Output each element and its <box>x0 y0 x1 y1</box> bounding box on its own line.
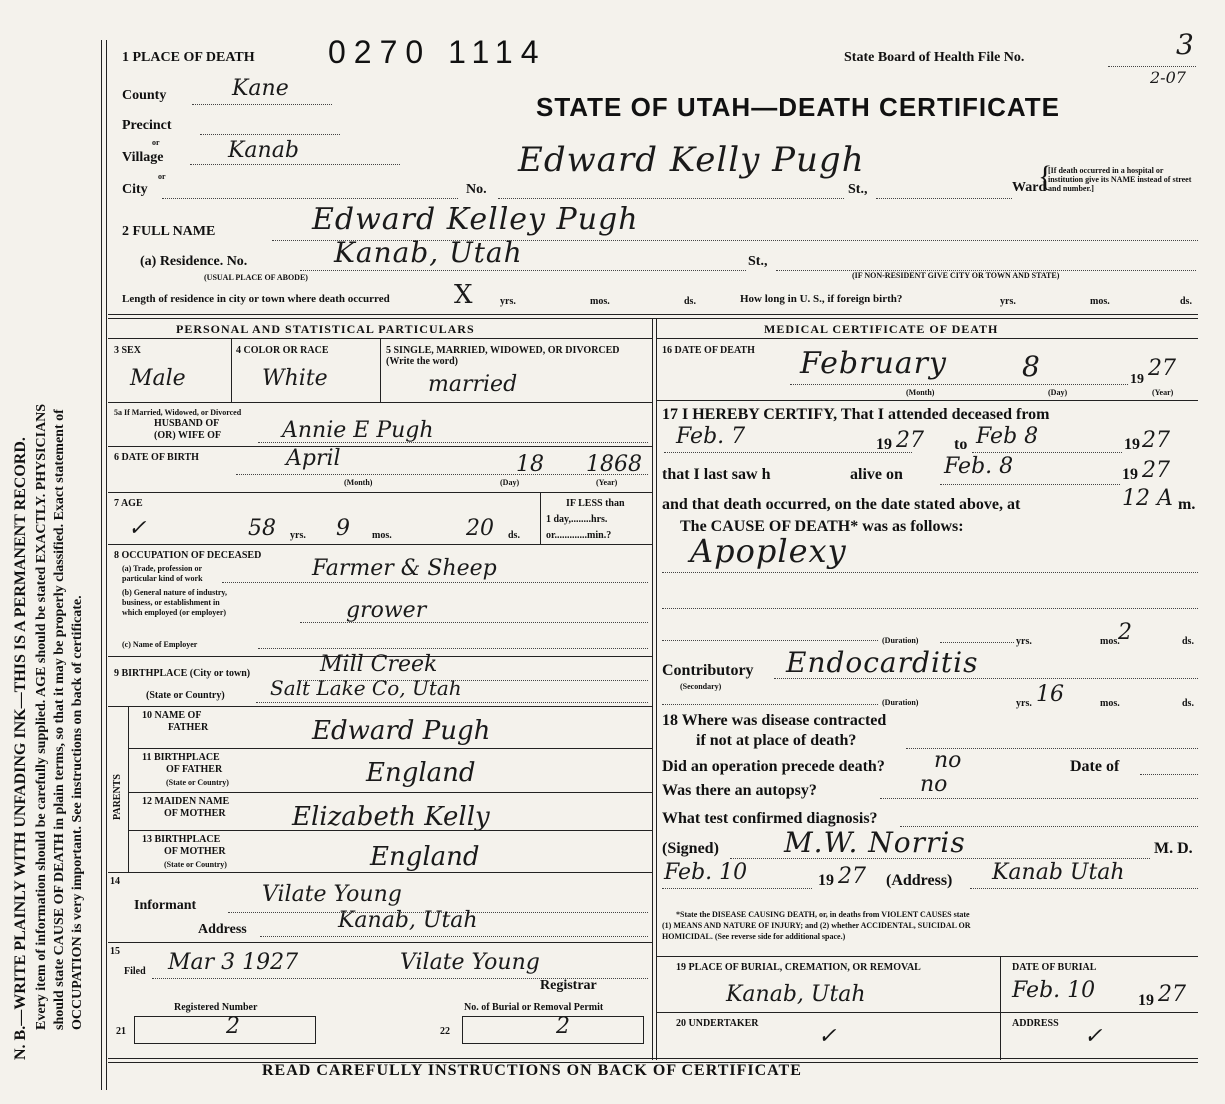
permit-number: 2 <box>556 1014 570 1039</box>
stamp-number: 0270 1114 <box>328 34 547 70</box>
residence-label: (a) Residence. No. <box>140 254 248 269</box>
death-time: 12 A <box>1122 486 1173 511</box>
personal-heading: PERSONAL AND STATISTICAL PARTICULARS <box>176 322 475 336</box>
full-name-value: Edward Kelley Pugh <box>312 202 639 237</box>
village-value: Kanab <box>228 138 299 163</box>
registrar-signature: Vilate Young <box>400 950 540 975</box>
q18-label: 18 Where was disease contracted <box>662 712 887 729</box>
filed-date: Mar 3 1927 <box>168 950 299 975</box>
spouse-value: Annie E Pugh <box>282 418 434 443</box>
burial-place: Kanab, Utah <box>726 982 866 1007</box>
address2-check: ✓ <box>1084 1024 1103 1049</box>
dod-label: 16 DATE OF DEATH <box>662 345 755 356</box>
no-label: No. <box>466 182 487 197</box>
dob-label: 6 DATE OF BIRTH <box>114 452 199 463</box>
birthplace-label: 9 BIRTHPLACE (City or town) <box>114 668 251 679</box>
undertaker-check: ✓ <box>818 1024 837 1049</box>
cause-label: The CAUSE OF DEATH* was as follows: <box>680 518 964 535</box>
address-label: Address <box>198 922 247 937</box>
contributory-years: 16 <box>1036 682 1064 707</box>
margin-line-2: Every item of information should be carefully supplied. AGE should be stated EXACTLY. PHYSICIANS <box>34 403 49 1030</box>
permanent-record-note: N. B.—WRITE PLAINLY WITH UNFADING INK—THIS IS A PERMANENT RECORD. <box>12 437 29 1060</box>
usual-place-caption: (USUAL PLACE OF ABODE) <box>204 273 308 282</box>
length-mark: X <box>454 280 473 310</box>
document-title: STATE OF UTAH—DEATH CERTIFICATE <box>536 92 1060 122</box>
certify-line: 17 I HEREBY CERTIFY, That I attended deceased from <box>662 406 1050 423</box>
physician-address: Kanab Utah <box>992 860 1125 885</box>
sign-date: Feb. 10 <box>664 860 748 885</box>
burial-place-label: 19 PLACE OF BURIAL, CREMATION, OR REMOVAL <box>676 962 921 973</box>
footnote: *State the DISEASE CAUSING DEATH, or, in deaths from VIOLENT CAUSES state <box>676 910 970 919</box>
attend-from: Feb. 7 <box>676 424 746 449</box>
attend-to: Feb 8 <box>976 424 1039 449</box>
permit-number-box <box>462 1016 644 1044</box>
undertaker-label: 20 UNDERTAKER <box>676 1018 759 1029</box>
occupation-label: 8 OCCUPATION OF DECEASED <box>114 550 262 561</box>
marital-value: married <box>428 372 518 397</box>
address2-label: ADDRESS <box>1012 1018 1059 1029</box>
death-time-label: and that death occurred, on the date stated above, at <box>662 496 1021 513</box>
test-label: What test confirmed diagnosis? <box>662 810 878 827</box>
address-value: Kanab, Utah <box>338 908 478 933</box>
parents-label: PARENTS <box>112 774 123 820</box>
dod-month: February <box>800 346 947 381</box>
precinct-label: Precinct <box>122 118 172 133</box>
marital-label: 5 SINGLE, MARRIED, WIDOWED, OR DIVORCED (Write the word) <box>386 345 620 367</box>
full-name-label: 2 FULL NAME <box>122 224 216 239</box>
age-months: 9 <box>336 516 350 541</box>
signed-label: (Signed) <box>662 840 719 857</box>
mother-name: Elizabeth Kelly <box>292 802 490 832</box>
how-long-label: How long in U. S., if foreign birth? <box>740 293 903 305</box>
dob-year: 1868 <box>586 452 642 477</box>
registered-number: 2 <box>226 1014 240 1039</box>
length-of-residence-label: Length of residence in city or town where death occurred <box>122 293 390 305</box>
place-of-death-label: 1 PLACE OF DEATH <box>122 50 255 65</box>
non-resident-caption: (IF NON-RESIDENT GIVE CITY OR TOWN AND STATE) <box>852 271 1060 280</box>
spouse-label: 5a If Married, Widowed, or Divorced <box>114 408 242 417</box>
dob-month: April <box>286 446 341 471</box>
center-divider <box>652 318 653 1060</box>
informant-value: Vilate Young <box>262 882 402 907</box>
residence-value: Kanab, Utah <box>334 236 523 269</box>
informant-label: Informant <box>134 898 197 913</box>
cause-value: Apoplexy <box>690 532 847 570</box>
registrar-label: Registrar <box>540 978 597 993</box>
village-label: Village <box>122 150 164 165</box>
father-birthplace: England <box>366 758 476 788</box>
street-label: St., <box>848 182 868 197</box>
county-label: County <box>122 88 167 103</box>
hospital-note: [If death occurred in a hospital or institution give its NAME instead of street and number.] <box>1048 166 1192 193</box>
ward-label: Ward <box>1012 180 1047 195</box>
occupation-value-2: grower <box>346 598 427 623</box>
file-no-value: 3 <box>1176 28 1194 61</box>
file-no-sub: 2-07 <box>1150 68 1186 87</box>
occupation-value: Farmer & Sheep <box>312 556 497 581</box>
file-no-label: State Board of Health File No. <box>844 50 1025 65</box>
contributory-label: Contributory <box>662 662 754 679</box>
birthplace-city: Mill Creek <box>320 652 438 677</box>
duration-months: 2 <box>1118 620 1132 645</box>
physician-signature: M.W. Norris <box>784 826 966 859</box>
birthplace-state: Salt Lake Co, Utah <box>270 676 462 700</box>
city-label: City <box>122 182 148 197</box>
last-saw-label: that I last saw h <box>662 466 771 483</box>
color-label: 4 COLOR OR RACE <box>236 345 329 356</box>
burial-date-label: DATE OF BURIAL <box>1012 962 1097 973</box>
burial-date: Feb. 10 <box>1012 978 1096 1003</box>
operation-value: no <box>934 748 962 773</box>
dod-year: 27 <box>1148 356 1176 381</box>
written-name: Edward Kelly Pugh <box>518 140 865 180</box>
dod-day: 8 <box>1022 350 1041 383</box>
left-border-outer <box>101 40 102 1090</box>
medical-heading: MEDICAL CERTIFICATE OF DEATH <box>764 322 999 336</box>
autopsy-label: Was there an autopsy? <box>662 782 817 799</box>
age-label: 7 AGE <box>114 498 143 509</box>
sex-label: 3 SEX <box>114 345 141 356</box>
autopsy-value: no <box>920 772 948 797</box>
contributory-value: Endocarditis <box>786 646 979 679</box>
operation-label: Did an operation precede death? <box>662 758 885 775</box>
registered-number-box <box>134 1016 316 1044</box>
footer-instructions: READ CAREFULLY INSTRUCTIONS ON BACK OF CERTIFICATE <box>262 1062 802 1079</box>
filed-label: Filed <box>124 966 146 977</box>
county-value: Kane <box>232 76 289 101</box>
sex-value: Male <box>130 366 186 391</box>
dob-day: 18 <box>516 452 544 477</box>
margin-line-3: should state CAUSE OF DEATH in plain terms, so that it may be properly classified. Exact statement of <box>52 409 67 1030</box>
last-saw-date: Feb. 8 <box>944 454 1014 479</box>
age-days: 20 <box>466 516 494 541</box>
age-years: 58 <box>248 516 276 541</box>
mother-birthplace: England <box>370 842 480 872</box>
age-check: ✓ <box>128 516 147 541</box>
father-name: Edward Pugh <box>312 716 491 746</box>
margin-line-4: OCCUPATION is very important. See instructions on back of certificate. <box>70 595 85 1030</box>
color-value: White <box>262 366 328 391</box>
left-border-inner <box>106 40 107 1090</box>
